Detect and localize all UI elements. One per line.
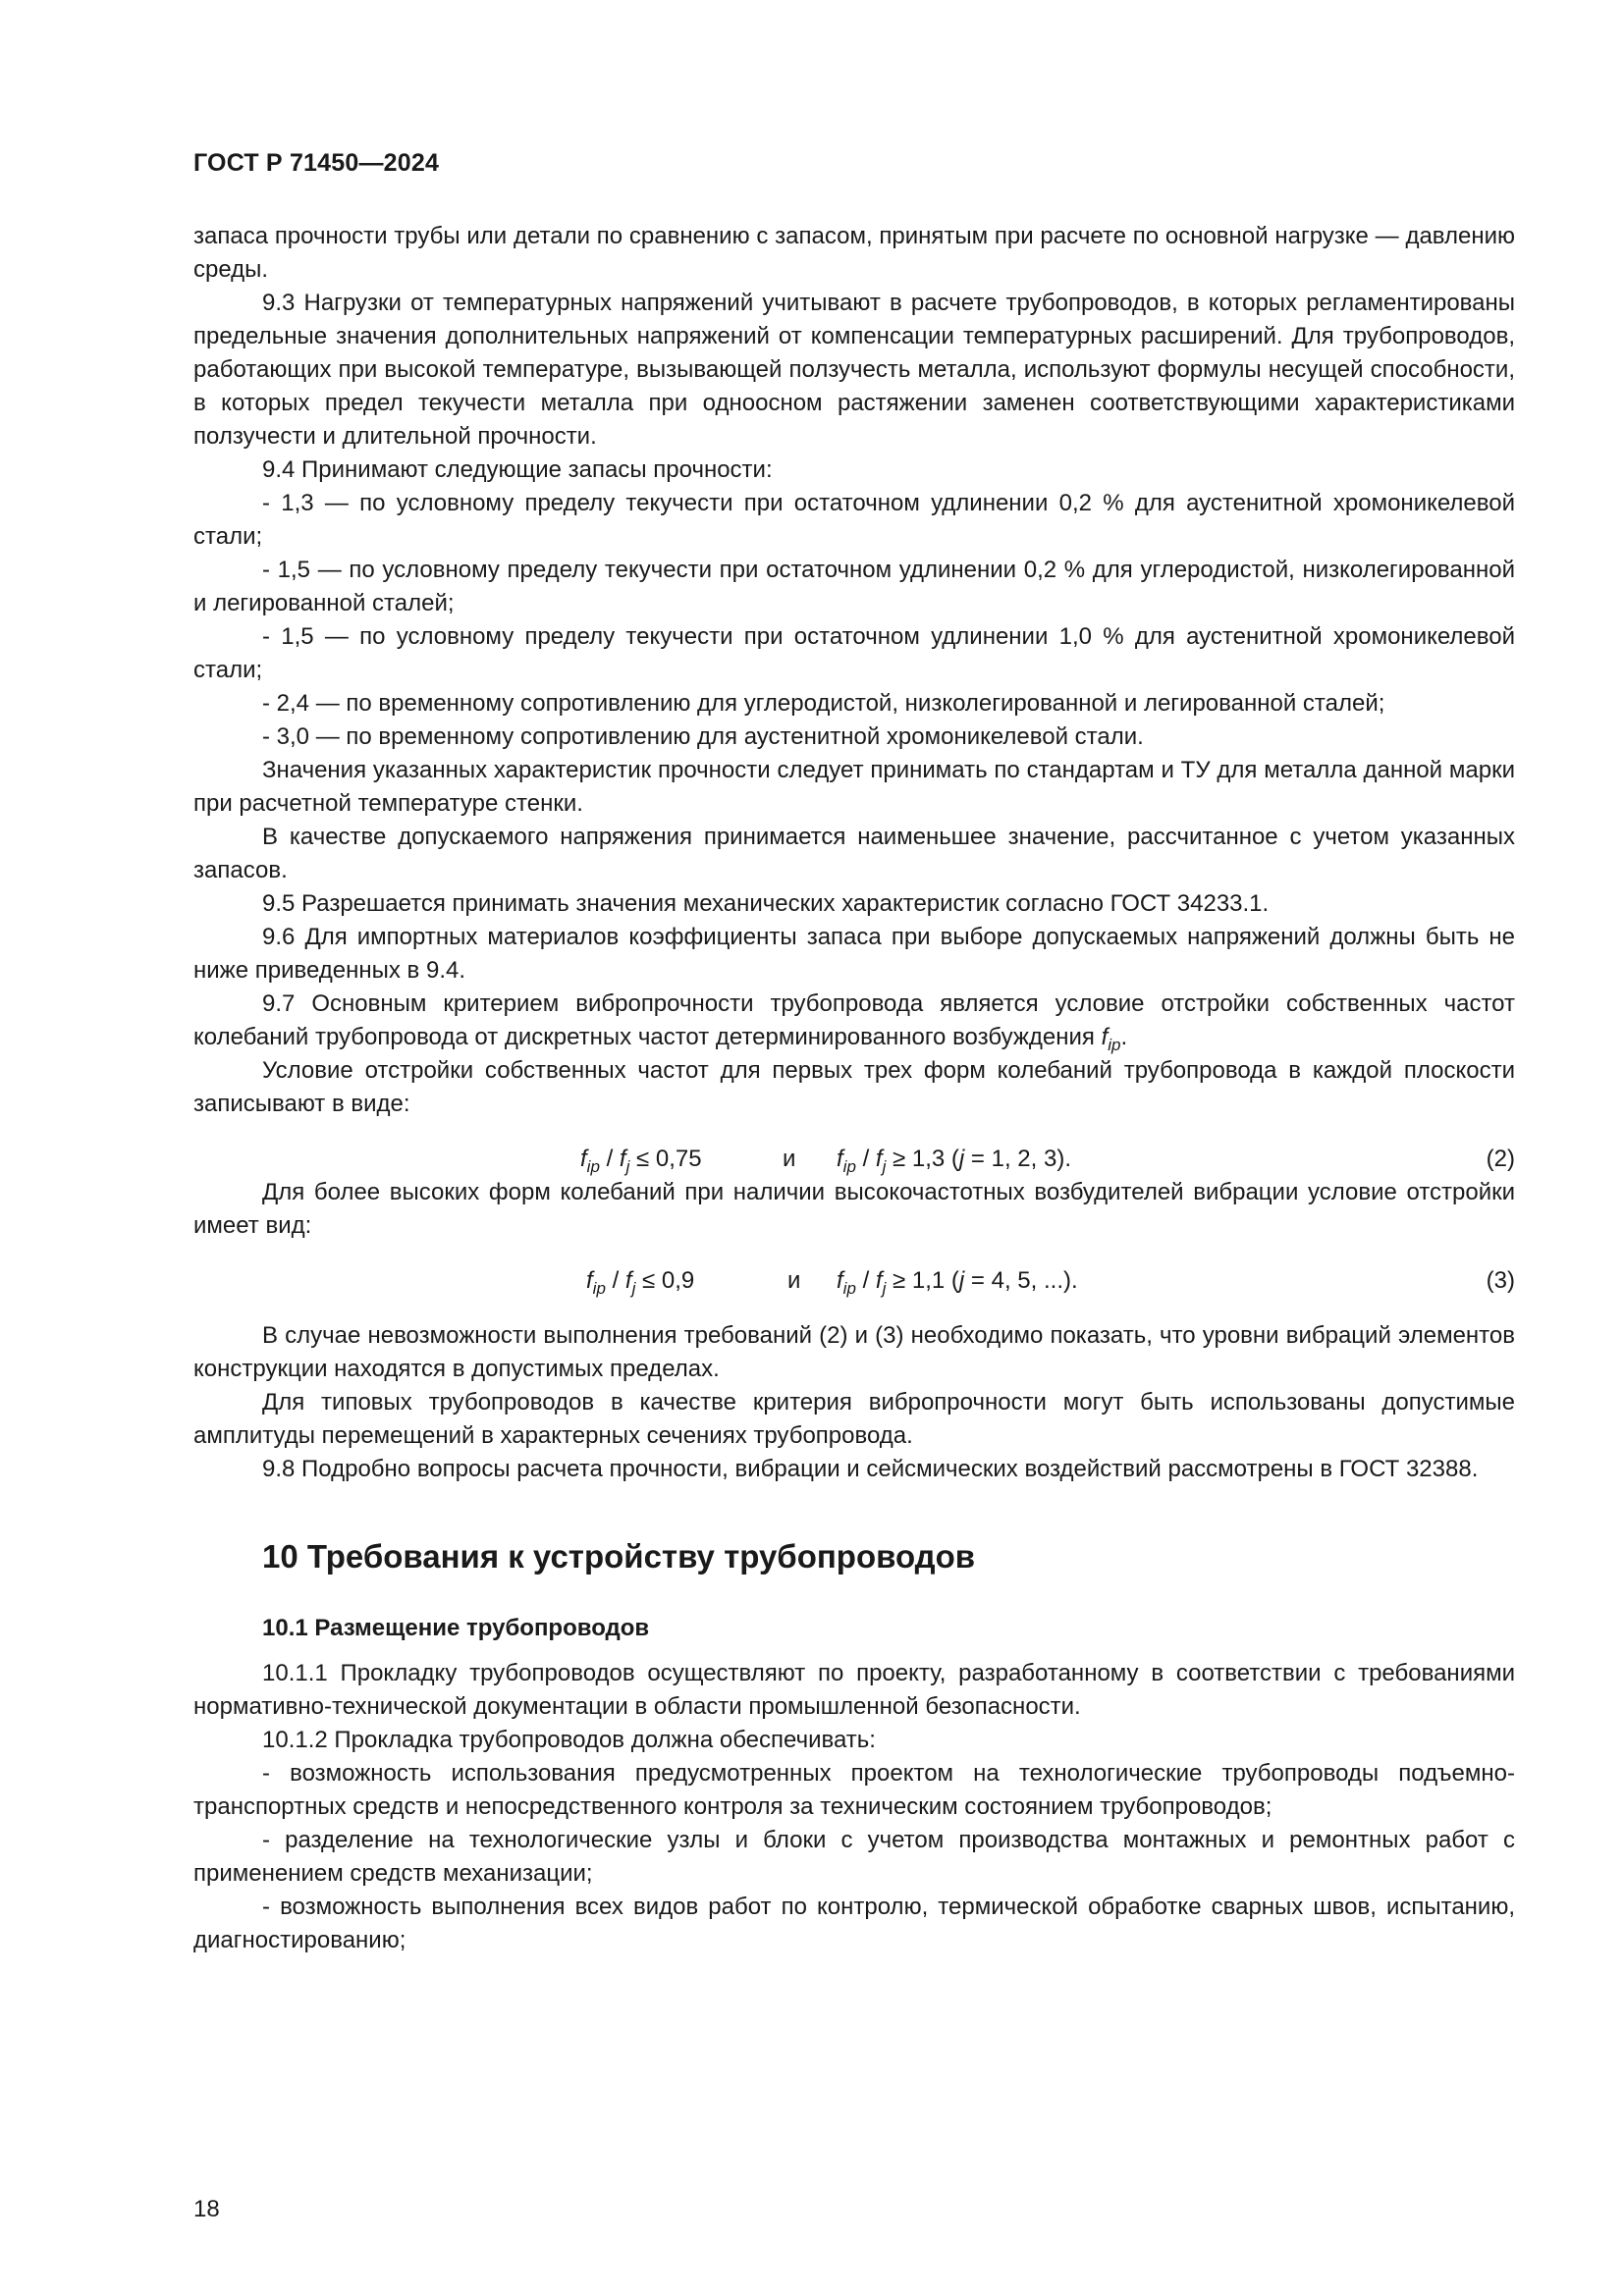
formula-2-and: и [783, 1146, 796, 1172]
paragraph: В случае невозможности выполнения требований (2) и (3) необходимо показать, что уровни вибраций элементов конструкции находятся в допустимых пределах. [193, 1322, 1515, 1382]
formula-3-and: и [787, 1267, 801, 1294]
formula-3-right: $f_{ip} / f_j \ge 1,1$ (j = 4, 5, ...). [837, 1267, 1078, 1298]
paragraph: 9.5 Разрешается принимать значения механических характеристик согласно ГОСТ 34233.1. [262, 890, 1270, 917]
p97-text: 9.7 Основным критерием вибропрочности трубопровода является условие отстройки собственных частот колебаний трубопровода от дискретных частот детерминированного возбуждения [193, 990, 1515, 1050]
ip-sub: ip [1108, 1036, 1121, 1054]
paragraph: 9.6 Для импортных материалов коэффициенты запаса при выборе допускаемых напряжений должны быть не ниже приведенных в 9.4. [193, 924, 1515, 984]
paragraph: 9.4 Принимают следующие запасы прочности: [262, 456, 773, 483]
list-item: - 1,3 — по условному пределу текучести при остаточном удлинении 0,2 % для аустенитной хромоникелевой стали; [193, 490, 1515, 550]
formula-3-number: (3) [1486, 1267, 1515, 1294]
list-item: - 1,5 — по условному пределу текучести при остаточном удлинении 0,2 % для углеродистой, низколегированной и легированной сталей; [193, 557, 1515, 616]
page-content [193, 220, 1515, 1957]
paragraph: 9.3 Нагрузки от температурных напряжений учитывают в расчете трубопроводов, в которых регламентированы предельные значения дополнительных напряжений от компенсации температурных расширений. Для трубопроводов, работающих при высокой температуре, вызывающей ползучесть металла, используют формулы несущей способности, в которых предел текучести металла при одноосном растяжении заменен соответствующими характеристиками ползучести и длительной прочности. [193, 290, 1515, 450]
formula-3 [193, 1264, 1515, 1298]
list-item: - возможность использования предусмотренных проектом на технологические трубопроводы подъемно-транспортных средств и непосредственного контроля за техническим состоянием трубопроводов; [193, 1760, 1515, 1820]
p97-end: . [1120, 1024, 1128, 1050]
paragraphs-b [193, 1319, 1515, 1486]
document-header: ГОСТ Р 71450—2024 [193, 149, 440, 177]
formula-2-left: $f_{ip} / f_j \le 0,75$ [580, 1146, 702, 1176]
formula-2-number: (2) [1486, 1146, 1515, 1172]
paragraph-9-7 [193, 988, 1515, 1054]
paragraph: В качестве допускаемого напряжения принимается наименьшее значение, рассчитанное с учетом указанных запасов. [193, 824, 1515, 883]
paragraph: Значения указанных характеристик прочности следует принимать по стандартам и ТУ для металла данной марки при расчетной температуре стенки. [193, 757, 1515, 817]
paragraph: 10.1.2 Прокладка трубопроводов должна обеспечивать: [262, 1727, 876, 1753]
formula-2-right: $f_{ip} / f_j \ge 1,3$ (j = 1, 2, 3). [837, 1146, 1071, 1176]
formula-3-left: $f_{ip} / f_j \le 0,9$ [586, 1267, 695, 1298]
page-number: 18 [193, 2196, 220, 2222]
paragraphs-c [193, 1657, 1515, 1957]
paragraph: запаса прочности трубы или детали по сравнению с запасом, принятым при расчете по основной нагрузке — давлению среды. [193, 223, 1515, 283]
paragraph: 10.1.1 Прокладку трубопроводов осуществляют по проекту, разработанному в соответствии с требованиями нормативно-технической документации в области промышленной безопасности. [193, 1660, 1515, 1720]
paragraphs-a [193, 220, 1515, 988]
subsection-title: 10.1 Размещение трубопроводов [262, 1615, 650, 1641]
paragraph: 9.8 Подробно вопросы расчета прочности, вибрации и сейсмических воздействий рассмотрены в ГОСТ 32388. [262, 1456, 1479, 1482]
formula-2 [193, 1143, 1515, 1176]
list-item: - возможность выполнения всех видов работ по контролю, термической обработке сварных швов, испытанию, диагностированию; [193, 1894, 1515, 1953]
list-item: - 1,5 — по условному пределу текучести при остаточном удлинении 1,0 % для аустенитной хромоникелевой стали; [193, 623, 1515, 683]
list-item: - разделение на технологические узлы и блоки с учетом производства монтажных и ремонтных работ с применением средств механизации; [193, 1827, 1515, 1887]
paragraph: Для более высоких форм колебаний при наличии высокочастотных возбудителей вибрации условие отстройки имеет вид: [193, 1179, 1515, 1239]
f-var: f [1101, 1024, 1109, 1050]
list-item: - 3,0 — по временному сопротивлению для аустенитной хромоникелевой стали. [262, 723, 1144, 750]
paragraph: Для типовых трубопроводов в качестве критерия вибропрочности могут быть использованы допустимые амплитуды перемещений в характерных сечениях трубопровода. [193, 1389, 1515, 1449]
section-title: 10 Требования к устройству трубопроводов [262, 1538, 976, 1575]
paragraph: Условие отстройки собственных частот для первых трех форм колебаний трубопровода в каждой плоскости записывают в виде: [193, 1057, 1515, 1117]
list-item: - 2,4 — по временному сопротивлению для углеродистой, низколегированной и легированной сталей; [262, 690, 1385, 717]
